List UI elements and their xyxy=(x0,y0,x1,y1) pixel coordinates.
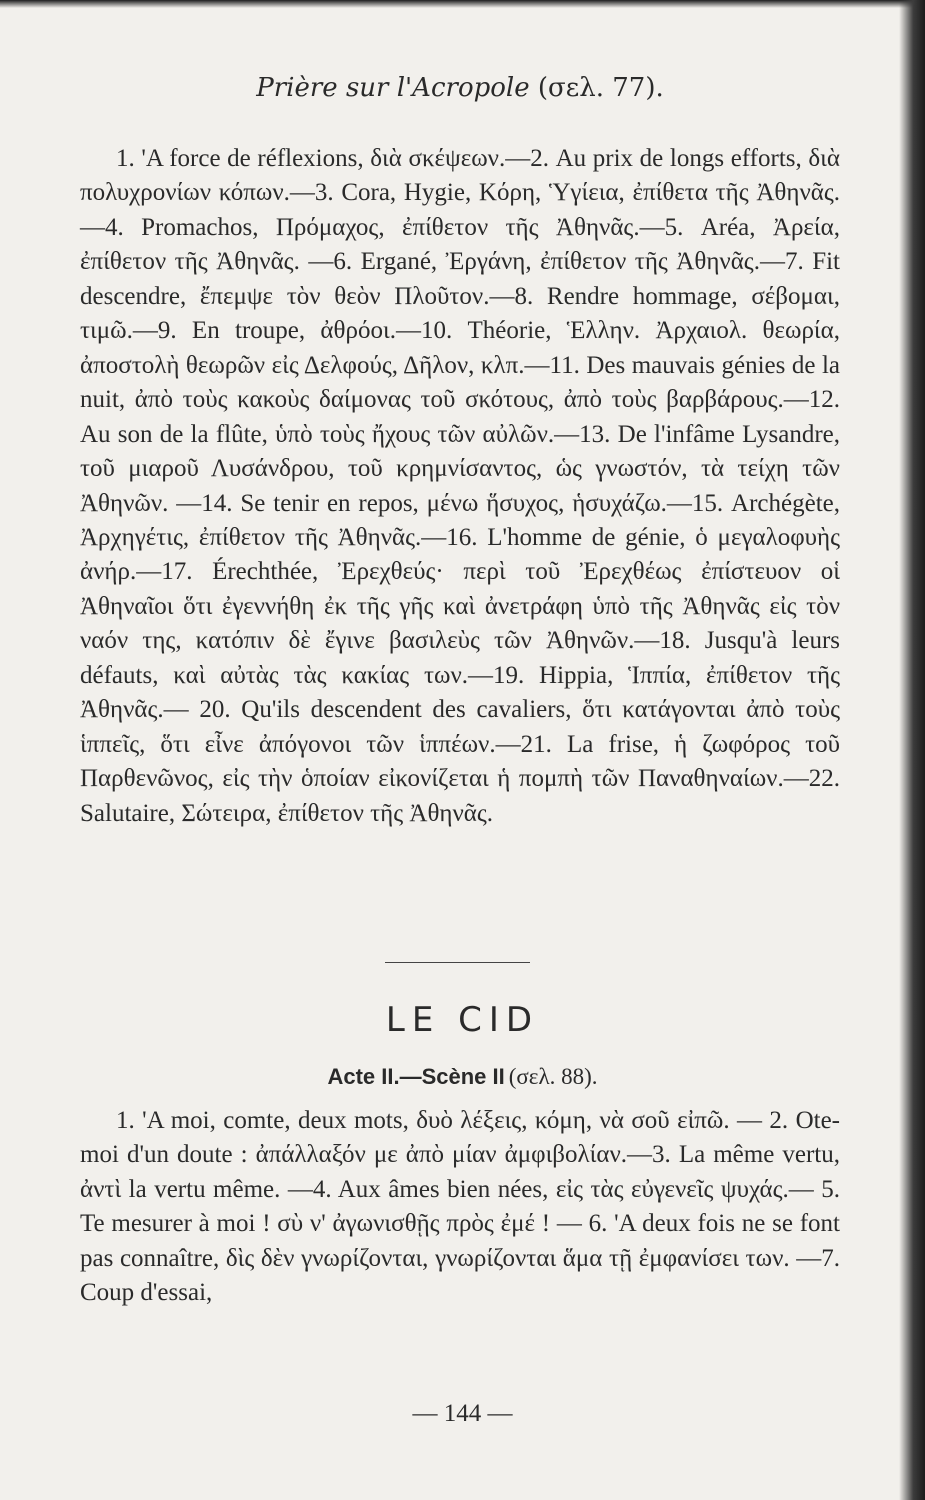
page-number: — 144 — xyxy=(412,1400,513,1427)
notes-paragraph-acropole: 1. 'A force de réflexions, διὰ σκέψεων.—2. Au prix de longs efforts, διὰ πολυχρονίων κόπων.—3. Cora, Hygie, Κόρη, Ὑγίεια, ἐπίθετα τῆς Ἀθηνᾶς.—4. Promachos, Πρόμαχος, ἐπίθετον τῆς Ἀθηνᾶς.—5. Aréa, Ἀρεία, ἐπίθετον τῆς Ἀθηνᾶς. —6. Ergané, Ἐργάνη, ἐπίθετον τῆς Ἀθηνᾶς.—7. Fit descendre, ἔπεμψε τὸν θεὸν Πλοῦτον.—8. Rendre hommage, σέβομαι, τιμῶ.—9. En troupe, ἀθρόοι.—10. Théorie, Ἑλλην. Ἀρχαιολ. θεωρία, ἀποστολὴ θεωρῶν εἰς Δελφούς, Δῆλον, κλπ.—11. Des mauvais génies de la nuit, ἀπὸ τοὺς κακοὺς δαίμονας τοῦ σκότους, ἀπὸ τοὺς βαρβάρους.—12. Au son de la flûte, ὑπὸ τοὺς ἤχους τῶν αὐλῶν.—13. De l'infâme Lysandre, τοῦ μιαροῦ Λυσάνδρου, τοῦ κρημνίσαντος, ὡς γνωστόν, τὰ τείχη τῶν Ἀθηνῶν. —14. Se tenir en repos, μένω ἥσυχος, ἡσυχάζω.—15. Archégète, Ἀρχηγέτις, ἐπίθετον τῆς Ἀθηνᾶς.—16. L'homme de génie, ὁ μεγαλοφυὴς ἀνήρ.—17. Érechthée, Ἐρεχθεύς· περὶ τοῦ Ἐρεχθέως ἐπίστευον οἱ Ἀθηναῖοι ὅτι ἐγεννήθη ἐκ τῆς γῆς καὶ ἀνετράφη ὑπὸ τῆς Ἀθηνᾶς εἰς τὸν ναόν της, κατόπιν δὲ ἔγινε βασιλεὺς τῶν Ἀθηνῶν.—18. Jusqu'à leurs défauts, καὶ αὐτὰς τὰς κακίας των.—19. Hippia, Ἱππία, ἐπίθετον τῆς Ἀθηνᾶς.— 20. Qu'ils descendent des cavaliers, ὅτι κατάγονται ἀπὸ τοὺς ἱππεῖς, ὅτι εἶνε ἀπόγονοι τῶν ἱππέων.—21. La frise, ἡ ζωφόρος τοῦ Παρθενῶνος, εἰς τὴν ὁποίαν εἰκονίζεται ἡ πομπὴ τῶν Παναθηναίων.—22. Salutaire, Σώτειρα, ἐπίθετον τῆς Ἀθηνᾶς. xyxy=(80,145,840,827)
separator-rule xyxy=(385,962,530,963)
notes-paragraph-le-cid: 1. 'A moi, comte, deux mots, δυὸ λέξεις, κόμη, νὰ σοῦ εἰπῶ. — 2. Ote-moi d'un doute : ἀπάλλαξόν με ἀπὸ μίαν ἀμφιβολίαν.—3. La même vertu, ἀντὶ la vertu même. —4. Aux âmes bien nées, εἰς τὰς εὐγενεῖς ψυχάς.— 5. Te mesurer à moi ! σὺ ν' ἀγωνισθῇς πρὸς ἐμέ ! — 6. 'A deux fois ne se font pas connaître, δὶς δὲν γνωρίζονται, γνωρίζονται ἅμα τῇ ἐμφανίσει των. —7. Coup d'essai, xyxy=(80,1107,840,1307)
act-scene-heading xyxy=(0,1064,925,1090)
section-header-reference: (σελ. 77). xyxy=(537,73,664,103)
act-scene-reference: (σελ. 88). xyxy=(508,1064,598,1089)
section-header xyxy=(80,70,840,106)
act-scene-label: Acte II.—Scène II xyxy=(327,1064,505,1089)
section-header-title: Prière sur l'Acropole xyxy=(256,73,530,103)
scan-right-shadow xyxy=(899,0,925,1500)
scan-top-shadow xyxy=(0,0,925,8)
section-title-le-cid: LE CID xyxy=(385,1000,540,1040)
